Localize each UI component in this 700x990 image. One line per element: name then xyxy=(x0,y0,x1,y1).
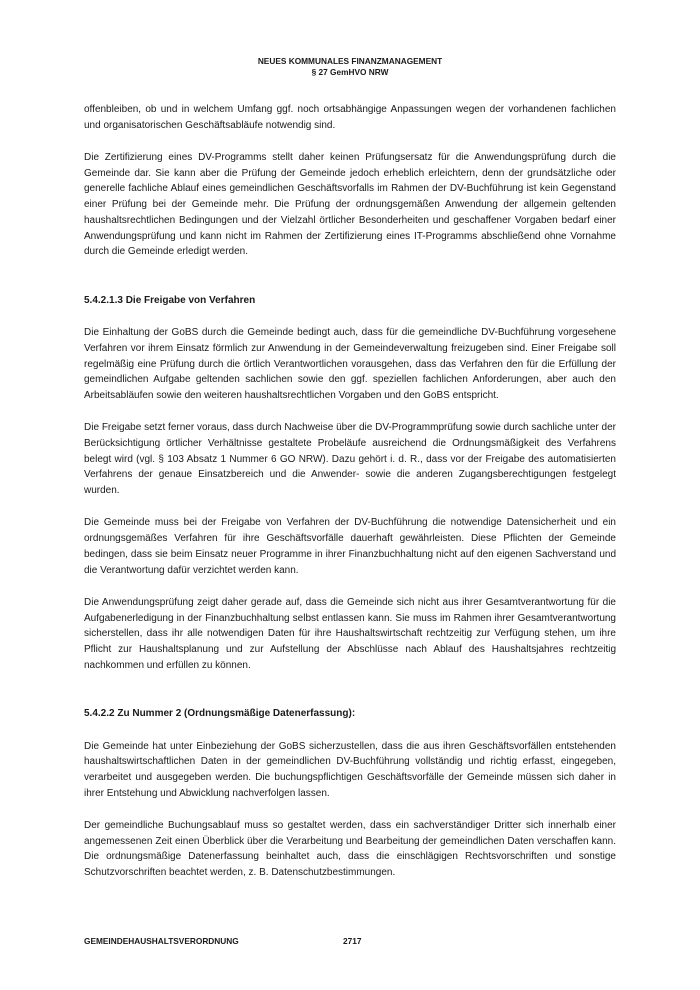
paragraph-1: offenbleiben, ob und in welchem Umfang ggf. noch ortsabhängige Anpassungen wegen der vorhandenen fachlichen und organisatorischen Geschäftsabläufe notwendig sind. xyxy=(84,104,616,131)
paragraph-7: Die Gemeinde hat unter Einbeziehung der GoBS sicherzustellen, dass die aus ihren Geschäftsvorfällen entstehenden haushaltswirtschaftlichen Daten in der gemeindlichen DV-Buchführung vollständig und richtig erfasst, eingegeben, verarbeitet und ausgegeben werden. Die buchungspflichtigen Geschäftsvorfälle der Gemeinde müssen sich daher in ihrer Entstehung und Abwicklung nachverfolgen lassen. xyxy=(84,740,616,799)
section-heading-5-4-2-1-3: 5.4.2.1.3 Die Freigabe von Verfahren xyxy=(84,294,256,306)
paragraph-2: Die Zertifizierung eines DV-Programms stellt daher keinen Prüfungsersatz für die Anwendungsprüfung durch die Gemeinde dar. Sie kann aber die Prüfung der Gemeinde jedoch erheblich erleichtern, denn der grundsätzliche oder generelle fachliche Ablauf eines gemeindlichen Geschäftsvorfalls im Rahmen der DV-Buchführung ist kein Gegenstand einer Prüfung bei der Gemeinde mehr. Die Prüfung der ordnungsgemäßen Anwendung der allgemein geltenden haushaltsrechtlichen Bedingungen und der Vielzahl örtlicher Besonderheiten und geschaffener Vorgaben bedarf einer Anwendungsprüfung und kann nicht im Rahmen der Zertifizierung eines IT-Programms abschließend ohne Vornahme durch die Gemeinde erledigt werden. xyxy=(84,152,616,258)
page-header xyxy=(0,56,700,78)
paragraph-8: Der gemeindliche Buchungsablauf muss so gestaltet werden, dass ein sachverständiger Dritter sich innerhalb einer angemessenen Zeit einen Überblick über die Verarbeitung und Bearbeitung der gemeindlichen Daten verschaffen kann. Die ordnungsmäßige Datenerfassung beinhaltet auch, dass die einschlägigen Rechtsvorschriften und sonstige Schutzvorschriften beachtet werden, z. B. Datenschutzbestimmungen. xyxy=(84,820,616,879)
header-subtitle: § 27 GemHVO NRW xyxy=(311,67,389,77)
page-number: 2717 xyxy=(343,936,362,946)
paragraph-3: Die Einhaltung der GoBS durch die Gemeinde bedingt auch, dass für die gemeindliche DV-Buchführung vorgesehene Verfahren vor ihrem Einsatz förmlich zur Anwendung in der Gemeindeverwaltung freizugeben sind. Einer Freigabe soll regelmäßig eine Prüfung durch die örtlich Verantwortlichen vorausgehen, dass das Verfahren den für die Erfüllung der gemeindlichen Aufgabe geltenden sachlichen sowie den ggf. speziellen fachlichen Anforderungen, aber auch den Arbeitsabläufen sowie den weiteren haushaltsrechtlichen Vorgaben und den GoBS entspricht. xyxy=(84,327,616,402)
section-heading-5-4-2-2: 5.4.2.2 Zu Nummer 2 (Ordnungsmäßige Datenerfassung): xyxy=(84,708,356,720)
paragraph-4: Die Freigabe setzt ferner voraus, dass durch Nachweise über die DV-Programmprüfung sowie durch sachliche unter der Berücksichtigung örtlicher Verhältnisse gestaltete Probeläufe ausreichend die Ordnungsmäßigkeit des Verfahrens belegt wird (vgl. § 103 Absatz 1 Nummer 6 GO NRW). Dazu gehört i. d. R., dass vor der Freigabe des automatisierten Verfahrens der genaue Einsatzbereich und die Anwender- sowie die anderen Zugangsberechtigungen festgelegt wurden. xyxy=(84,422,616,497)
paragraph-6: Die Anwendungsprüfung zeigt daher gerade auf, dass die Gemeinde sich nicht aus ihrer Gesamtverantwortung für die Aufgabenerledigung in der Finanzbuchhaltung selbst entlassen kann. Sie muss im Rahmen ihrer Gesamtverantwortung sicherstellen, dass ihr alle notwendigen Daten für ihre Haushaltswirtschaft rechtzeitig zur Verfügung stehen, um ihre Pflicht zur Haushaltsplanung und zur Aufstellung der Abschlüsse nach Ablauf des Haushaltsjahres rechtzeitig nachkommen und erfüllen zu können. xyxy=(84,596,616,671)
footer-title: GEMEINDEHAUSHALTSVERORDNUNG xyxy=(84,936,239,946)
page-content xyxy=(84,102,616,881)
paragraph-5: Die Gemeinde muss bei der Freigabe von Verfahren der DV-Buchführung die notwendige Datensicherheit und ein ordnungsgemäßes Verfahren für ihre Geschäftsvorfälle dauerhaft gewährleisten. Diese Pflichten der Gemeinde bedingen, dass sie beim Einsatz neuer Programme in ihrer Finanzbuchhaltung nicht auf den eigenen Sachverstand und die Verantwortung dafür verzichtet werden kann. xyxy=(84,517,616,576)
header-title: NEUES KOMMUNALES FINANZMANAGEMENT xyxy=(257,56,443,66)
